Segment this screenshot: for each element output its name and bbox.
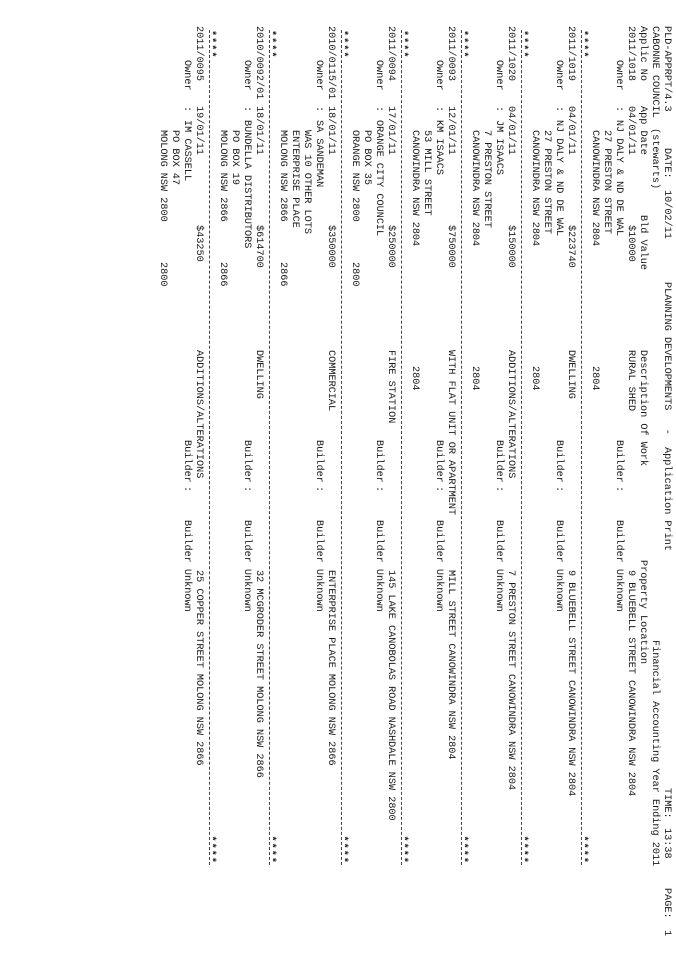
applic-no: 2010/0092/01: [253, 26, 264, 100]
owner-name: JM ISAACS: [493, 120, 504, 176]
bld-value: $350000: [325, 225, 336, 268]
applic-no: 2010/0115/01: [325, 26, 336, 100]
builder-name: Builder Unknown: [241, 520, 252, 612]
report-date: 10/02/11: [661, 190, 672, 239]
separator-marker: ****: [457, 835, 468, 864]
owner-address-line: CANOWINDRA NSW 2804: [469, 130, 480, 247]
builder-name: Builder Unknown: [613, 520, 624, 612]
report-time: 13:38: [661, 828, 672, 859]
property-location: MILL STREET CANOWINDRA NSW 2804: [445, 570, 456, 760]
separator-marker: ****: [577, 30, 588, 59]
owner-address-line: WAS 10 OTHER LOTS: [301, 130, 312, 234]
property-location: 32 MCGRODER STREET MOLONG NSW 2866: [253, 570, 264, 778]
bld-value: $250000: [385, 225, 396, 268]
builder-colon: :: [373, 486, 384, 493]
owner-label: Owner: [181, 60, 192, 91]
app-date: 04/01/11: [625, 106, 636, 155]
separator-marker: ****: [265, 835, 276, 864]
col-app-date: App Date: [637, 106, 648, 155]
owner-address-line: ENTERPRISE PLACE: [289, 130, 300, 228]
owner-address-line: PO BOX 35: [361, 130, 372, 186]
description: DWELLING: [253, 350, 264, 399]
date-label: DATE:: [661, 148, 672, 179]
postcode: 2800: [349, 262, 360, 287]
builder-name: Builder Unknown: [373, 520, 384, 612]
postcode: 2866: [277, 262, 288, 287]
builder-label: Builder: [553, 440, 564, 483]
separator-marker: ****: [397, 30, 408, 59]
applic-no: 2011/0094: [385, 26, 396, 82]
app-date: 18/01/11: [325, 106, 336, 155]
description: WITH FLAT UNIT OR APARTMENT: [445, 350, 456, 516]
owner-name: SA SANDEMAN: [313, 120, 324, 188]
col-applic-no: Applic No: [637, 26, 648, 82]
builder-label: Builder: [433, 440, 444, 483]
owner-label: Owner: [433, 60, 444, 91]
postcode: 2866: [217, 262, 228, 287]
separator-marker: ****: [205, 835, 216, 864]
col-description: Description Of Work: [637, 350, 648, 467]
owner-colon: :: [241, 106, 252, 113]
app-date: 17/01/11: [385, 106, 396, 155]
bld-value: $223740: [565, 225, 576, 268]
separator-marker: ****: [577, 835, 588, 864]
owner-colon: :: [313, 106, 324, 113]
separator-marker: ****: [517, 30, 528, 59]
builder-name: Builder Unknown: [493, 520, 504, 612]
owner-address-line: MOLONG NSW 2800: [157, 130, 168, 222]
app-date: 18/01/11: [253, 106, 264, 155]
separator-marker: ****: [517, 835, 528, 864]
owner-colon: :: [433, 106, 444, 113]
applic-no: 2011/0095: [193, 26, 204, 82]
builder-name: Builder Unknown: [313, 520, 324, 612]
builder-name: Builder Unknown: [181, 520, 192, 612]
owner-address-line: CANOWINDRA NSW 2804: [409, 130, 420, 247]
owner-name: ORANGE CITY COUNCIL: [373, 120, 384, 237]
builder-colon: :: [181, 486, 192, 493]
builder-label: Builder: [181, 440, 192, 483]
builder-label: Builder: [613, 440, 624, 483]
description: ADDITIONS/ALTERATIONS: [193, 350, 204, 479]
builder-name: Builder Unknown: [553, 520, 564, 612]
owner-label: Owner: [553, 60, 564, 91]
owner-name: NJ DALY & ND DE WAL: [553, 120, 564, 237]
property-location: 25 COPPER STREET MOLONG NSW 2866: [193, 570, 204, 766]
bld-value: $614700: [253, 225, 264, 268]
builder-colon: :: [433, 486, 444, 493]
owner-label: Owner: [613, 60, 624, 91]
app-date: 04/01/11: [565, 106, 576, 155]
applic-no: 2011/1018: [625, 26, 636, 82]
postcode: 2800: [157, 262, 168, 287]
separator-marker: ****: [457, 30, 468, 59]
owner-address-line: PO BOX 47: [169, 130, 180, 186]
bld-value: $10000: [625, 225, 636, 262]
record-separator: [269, 30, 270, 865]
description: DWELLING: [565, 350, 576, 399]
owner-address-line: 27 PRESTON STREET: [601, 130, 612, 234]
owner-name: KM ISAACS: [433, 120, 444, 176]
owner-colon: :: [181, 106, 192, 113]
owner-address-line: MOLONG NSW 2866: [277, 130, 288, 222]
report-id: PLD-APPRPT/4.3: [661, 26, 672, 112]
separator-marker: ****: [205, 30, 216, 59]
col-property: Property Location: [637, 560, 648, 664]
builder-label: Builder: [493, 440, 504, 483]
builder-label: Builder: [373, 440, 384, 483]
app-date: 04/01/11: [505, 106, 516, 155]
record-separator: [521, 30, 522, 865]
owner-address-line: 27 PRESTON STREET: [541, 130, 552, 234]
owner-address-line: CANOWINDRA NSW 2804: [589, 130, 600, 247]
description: RURAL SHED: [625, 350, 636, 412]
owner-label: Owner: [373, 60, 384, 91]
property-location: ENTERPRISE PLACE MOLONG NSW 2866: [325, 570, 336, 766]
applic-no: 2011/0093: [445, 26, 456, 82]
record-separator: [581, 30, 582, 865]
record-separator: [401, 30, 402, 865]
col-bld-value: Bld Value: [637, 215, 648, 271]
report-title: PLANNING DEVELOPMENTS - Application Print: [661, 282, 672, 551]
record-separator: [341, 30, 342, 865]
owner-colon: :: [613, 106, 624, 113]
owner-address-line: CANOWINDRA NSW 2804: [529, 130, 540, 247]
owner-name: BUNDELLA DISTRIBUTORS: [241, 120, 252, 249]
page-number: 1: [661, 930, 672, 937]
description: FIRE STATION: [385, 350, 396, 424]
owner-label: Owner: [493, 60, 504, 91]
builder-colon: :: [613, 486, 624, 493]
applic-no: 2011/1019: [565, 26, 576, 82]
builder-colon: :: [313, 486, 324, 493]
owner-address-line: PO BOX 19: [229, 130, 240, 186]
builder-label: Builder: [241, 440, 252, 483]
builder-colon: :: [493, 486, 504, 493]
council-name: CABONNE COUNCIL: [649, 26, 660, 118]
description: ADDITIONS/ALTERATIONS: [505, 350, 516, 479]
owner-colon: :: [373, 106, 384, 113]
postcode: 2804: [589, 366, 600, 391]
postcode: 2804: [529, 366, 540, 391]
property-location: 7 PRESTON STREET CANOWINDRA NSW 2804: [505, 570, 516, 791]
separator-marker: ****: [337, 30, 348, 59]
builder-label: Builder: [313, 440, 324, 483]
app-date: 12/01/11: [445, 106, 456, 155]
record-separator: [209, 30, 210, 865]
owner-name: NJ DALY & ND DE WAL: [613, 120, 624, 237]
bld-value: $750000: [445, 225, 456, 268]
owner-label: Owner: [241, 60, 252, 91]
bld-value: $43250: [193, 225, 204, 262]
owner-colon: :: [553, 106, 564, 113]
record-separator: [461, 30, 462, 865]
builder-name: Builder Unknown: [433, 520, 444, 612]
page-label: PAGE:: [661, 888, 672, 919]
owner-name: IM CASSELL: [181, 120, 192, 182]
office-name: (stewarts): [649, 128, 660, 190]
separator-marker: ****: [337, 835, 348, 864]
owner-colon: :: [493, 106, 504, 113]
applic-no: 2011/1020: [505, 26, 516, 82]
builder-colon: :: [553, 486, 564, 493]
description: COMMERCIAL: [325, 350, 336, 412]
owner-address-line: 7 PRESTON STREET: [481, 130, 492, 228]
property-location: 9 BLUEBELL STREET CANOWINDRA NSW 2804: [565, 570, 576, 797]
postcode: 2804: [469, 366, 480, 391]
owner-label: Owner: [313, 60, 324, 91]
property-location: 145 LAKE CANOBOLAS ROAD NASHDALE NSW 2800: [385, 570, 396, 821]
fiscal-year: Financial Accounting Year Ending 2011: [649, 640, 660, 867]
postcode: 2804: [409, 366, 420, 391]
property-location: 9 BLUEBELL STREET CANOWINDRA NSW 2804: [625, 570, 636, 797]
owner-address-line: MOLONG NSW 2866: [217, 130, 228, 222]
bld-value: $150000: [505, 225, 516, 268]
builder-colon: :: [241, 486, 252, 493]
separator-marker: ****: [265, 30, 276, 59]
owner-address-line: 53 MILL STREET: [421, 130, 432, 216]
time-label: TIME:: [661, 788, 672, 819]
app-date: 19/01/11: [193, 106, 204, 155]
separator-marker: ****: [397, 835, 408, 864]
owner-address-line: ORANGE NSW 2800: [349, 130, 360, 222]
